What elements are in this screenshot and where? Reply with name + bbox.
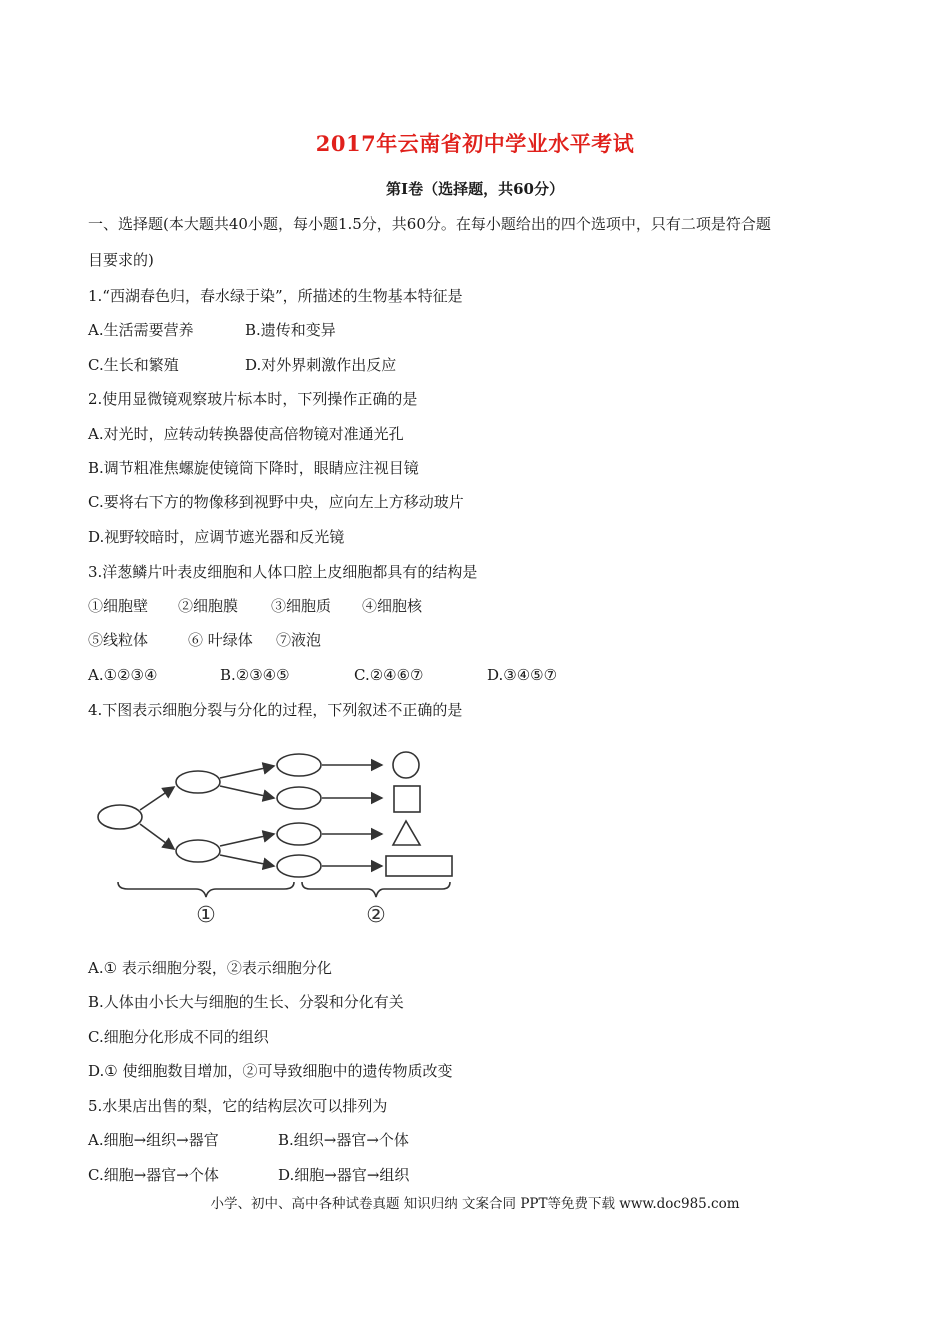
q3-option-c: C.②④⑥⑦ — [354, 666, 424, 684]
arrow — [220, 766, 274, 778]
q1-option-c: C.生长和繁殖 — [88, 356, 179, 374]
circle-shape — [393, 752, 419, 778]
exam-title: 2017年云南省初中学业水平考试 — [315, 131, 635, 156]
footer-watermark: 小学、初中、高中各种试卷真题 知识归纳 文案合同 PPT等免费下载 www.doc985.com — [210, 1196, 740, 1212]
daughter-cell-bottom — [176, 840, 220, 862]
brace-2 — [302, 882, 450, 897]
q2-option-c: C.要将右下方的物像移到视野中央，应向左上方移动玻片 — [88, 493, 464, 511]
origin-cell — [98, 805, 142, 829]
q2-option-b: B.调节粗准焦螺旋使镜筒下降时，眼睛应注视目镜 — [88, 459, 419, 477]
q3-item-2: ②细胞膜 — [178, 597, 239, 615]
rectangle-shape — [386, 856, 452, 876]
q2-stem: 2.使用显微镜观察玻片标本时，下列操作正确的是 — [88, 390, 418, 408]
q2-option-a: A.对光时，应转动转换器使高倍物镜对准通光孔 — [88, 425, 404, 443]
q3-item-6: ⑥ 叶绿体 — [188, 631, 253, 649]
arrow — [220, 855, 274, 866]
q3-item-4: ④细胞核 — [362, 597, 423, 615]
q2-option-d: D.视野较暗时，应调节遮光器和反光镜 — [88, 528, 345, 546]
instructions-line-2: 目要求的) — [88, 251, 154, 269]
q5-option-b: B.组织→器官→个体 — [278, 1131, 409, 1149]
label-differentiation: ② — [366, 903, 386, 928]
q3-option-a: A.①②③④ — [88, 666, 158, 684]
q5-option-a: A.细胞→组织→器官 — [88, 1131, 219, 1149]
q5-stem: 5.水果店出售的梨，它的结构层次可以排列为 — [88, 1097, 388, 1115]
q3-item-5: ⑤线粒体 — [88, 631, 149, 649]
q3-stem: 3.洋葱鳞片叶表皮细胞和人体口腔上皮细胞都具有的结构是 — [88, 563, 478, 581]
q1-option-a: A.生活需要营养 — [88, 321, 194, 339]
square-shape — [394, 786, 420, 812]
q1-option-d: D.对外界刺激作出反应 — [245, 356, 397, 374]
arrow — [140, 787, 174, 810]
q3-item-3: ③细胞质 — [271, 597, 332, 615]
section-title: 第Ⅰ卷（选择题，共60分） — [386, 180, 564, 198]
q1-option-b: B.遗传和变异 — [245, 321, 336, 339]
q4-option-c: C.细胞分化形成不同的组织 — [88, 1028, 269, 1046]
instructions-line-1: 一、选择题(本大题共40小题，每小题1.5分，共60分。在每小题给出的四个选项中，只有二项是符合题 — [88, 215, 771, 233]
q3-item-1: ①细胞壁 — [88, 597, 149, 615]
label-division: ① — [196, 903, 216, 928]
q4-option-a: A.① 表示细胞分裂，②表示细胞分化 — [88, 959, 332, 977]
q3-option-d: D.③④⑤⑦ — [487, 666, 558, 684]
brace-1 — [118, 882, 294, 897]
cell-1 — [277, 754, 321, 776]
cell-division-diagram — [88, 732, 458, 932]
arrow — [220, 786, 274, 798]
arrow — [140, 824, 174, 849]
cell-3 — [277, 823, 321, 845]
q1-stem: 1.“西湖春色归，春水绿于染”，所描述的生物基本特征是 — [88, 287, 463, 305]
q4-stem: 4.下图表示细胞分裂与分化的过程，下列叙述不正确的是 — [88, 701, 463, 719]
q4-option-b: B.人体由小长大与细胞的生长、分裂和分化有关 — [88, 993, 404, 1011]
arrow — [220, 834, 274, 846]
cell-2 — [277, 787, 321, 809]
q5-option-c: C.细胞→器官→个体 — [88, 1166, 219, 1184]
cell-4 — [277, 855, 321, 877]
daughter-cell-top — [176, 771, 220, 793]
q5-option-d: D.细胞→器官→组织 — [278, 1166, 410, 1184]
q3-item-7: ⑦液泡 — [276, 631, 322, 649]
triangle-shape — [393, 821, 420, 845]
q4-option-d: D.① 使细胞数目增加，②可导致细胞中的遗传物质改变 — [88, 1062, 453, 1080]
q3-option-b: B.②③④⑤ — [220, 666, 290, 684]
